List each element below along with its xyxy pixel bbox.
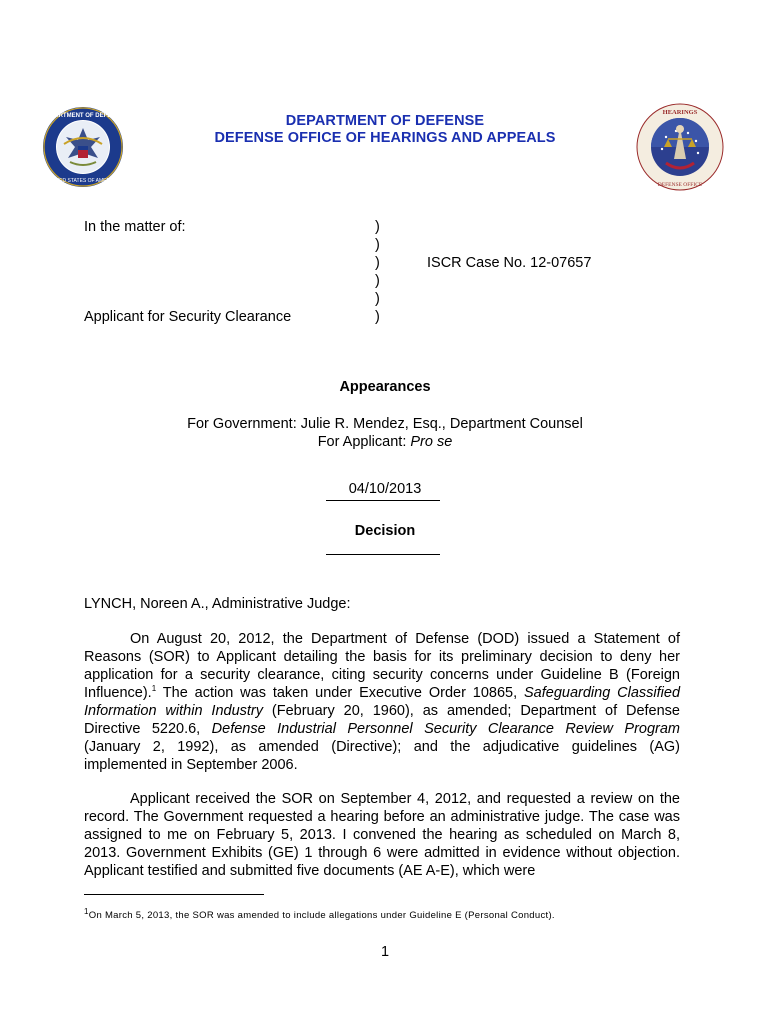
matter-label: In the matter of: [84,219,186,235]
caption-paren: ) [375,219,380,235]
appearances-heading: Appearances [339,379,431,395]
footnote-separator [84,894,264,895]
decision-rule [326,554,440,555]
applicant-representation [0,433,770,451]
para1-b: The action was taken under Executive Order 10865, [156,685,525,701]
svg-text:HEARINGS: HEARINGS [662,109,698,116]
case-number: ISCR Case No. 12-07657 [427,255,592,271]
caption-paren: ) [375,255,380,271]
footnote-mark: 1 [84,906,89,916]
para1-d: (February 20, 1960), as amended; Department of Defense Directive 5220.6, [84,703,680,737]
decision-date: 04/10/2013 [348,481,422,497]
para1-f: (January 2, 1992), as amended (Directive); and the adjudicative guidelines (AG) implemented in September 2006. [84,739,680,773]
paragraph-1 [84,630,680,774]
caption-paren: ) [375,237,380,253]
judge-line: LYNCH, Noreen A., Administrative Judge: [84,596,351,612]
government-counsel: For Government: Julie R. Mendez, Esq., Department Counsel [187,416,583,432]
header-line-2: DEFENSE OFFICE OF HEARINGS AND APPEALS [214,130,556,146]
para1-eo-title: Safeguarding Classified Information within Industry [84,685,681,719]
footnote-ref: 1 [151,684,157,694]
date-rule [326,500,440,501]
applicant-prefix: For Applicant: [317,434,411,450]
applicant-value: Pro se [410,434,453,450]
caption-paren: ) [375,309,380,325]
svg-text:DEFENSE OFFICE: DEFENSE OFFICE [657,182,703,188]
page-number: 1 [380,944,390,960]
svg-text:DEPARTMENT OF DEFENSE: DEPARTMENT OF DEFENSE [42,113,124,119]
para2-text: Applicant received the SOR on September 4, 2012, and requested a review on the record. The Government requested a hearing before an administrative judge. The case was assigned to me on February 5, 2013. I convened the hearing as scheduled on March 8, 2013. Government Exhibits (GE) 1 through 6 were admitted in evidence without objection. Applicant testified and submitted five documents (AE A-E), which were [84,791,680,879]
para1-directive-title: Defense Industrial Personnel Security Clearance Review Program [211,721,681,737]
svg-text:UNITED STATES OF AMERICA: UNITED STATES OF AMERICA [47,178,119,184]
caption-paren: ) [375,291,380,307]
caption-paren: ) [375,273,380,289]
decision-heading: Decision [354,523,416,539]
dohaseal [636,103,724,191]
applicant-label: Applicant for Security Clearance [84,309,292,325]
footnote-text: On March 5, 2013, the SOR was amended to include allegations under Guideline E (Personal Conduct). [88,910,555,921]
header-line-1: DEPARTMENT OF DEFENSE [285,113,485,129]
paragraph-2 [84,790,680,880]
footnote [84,906,704,921]
para1-a: On August 20, 2012, the Department of Defense (DOD) issued a Statement of Reasons (SOR) to Applicant detailing the basis for its preliminary decision to deny her application for a security clearance, citing security concerns under Guideline B (Foreign Influence). [84,631,680,701]
